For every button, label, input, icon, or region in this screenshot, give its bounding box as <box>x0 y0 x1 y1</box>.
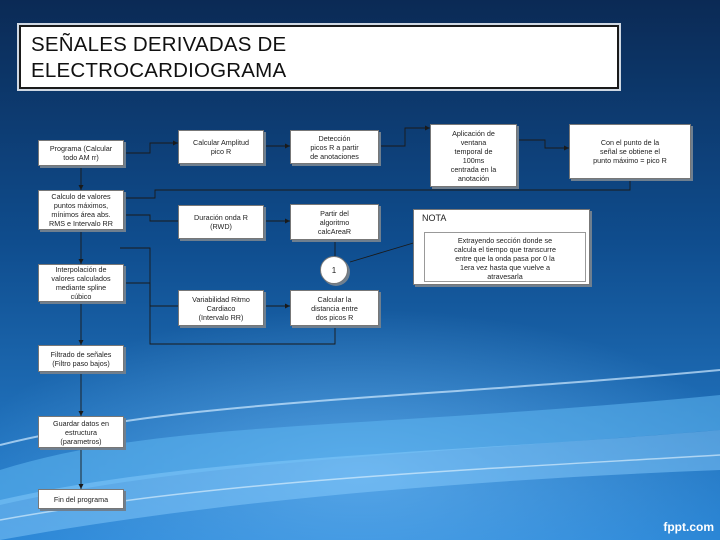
note-title: NOTA <box>422 213 447 223</box>
node-con-punto: Con el punto de la señal se obtiene el punto máximo = pico R <box>569 124 691 179</box>
node-distancia: Calcular la distancia entre dos picos R <box>290 290 379 326</box>
node-partir-algoritmo: Partir del algoritmo calcAreaR <box>290 204 379 240</box>
node-aplicacion-ventana: Aplicación de ventana temporal de 100ms centrada en la anotación <box>430 124 517 187</box>
edge-punto-loop <box>125 179 630 198</box>
node-deteccion: Detección picos R a partir de anotaciones <box>290 130 379 164</box>
note-text: Extrayendo sección donde se calcula el tiempo que transcurre entre que la onda pasa por 0 la 1era vez hasta que vuelve a atravesarla <box>424 232 586 282</box>
edge-interp-variabilidad <box>124 283 178 306</box>
node-variabilidad: Variabilidad Ritmo Cardiaco (Intervalo RR) <box>178 290 264 326</box>
node-duracion: Duración onda R (RWD) <box>178 205 264 239</box>
node-programa: Programa (Calcular todo AM rr) <box>38 140 124 166</box>
note-box <box>413 209 590 285</box>
edge-deteccion-ventana <box>379 128 430 146</box>
edge-ventana-punto <box>517 140 569 148</box>
node-fin: Fin del programa <box>38 489 124 509</box>
brand-watermark: fppt.com <box>663 520 714 534</box>
node-connector: 1 <box>320 256 348 284</box>
node-calculo-valores: Calculo de valores puntos máximos, mínimos área abs. RMS e Intervalo RR <box>38 190 124 230</box>
node-calcular-amplitud: Calcular Amplitud pico R <box>178 130 264 164</box>
edge-programa-amplitud <box>124 143 178 153</box>
slide-title: SEÑALES DERIVADAS DE ELECTROCARDIOGRAMA <box>31 33 287 82</box>
node-guardar: Guardar datos en estructura (parametros) <box>38 416 124 448</box>
node-filtrado: Filtrado de señales (Filtro paso bajos) <box>38 345 124 372</box>
node-interpolacion: Interpolación de valores calculados mediante spline cúbico <box>38 264 124 302</box>
edge-calculo-duracion <box>124 215 178 221</box>
